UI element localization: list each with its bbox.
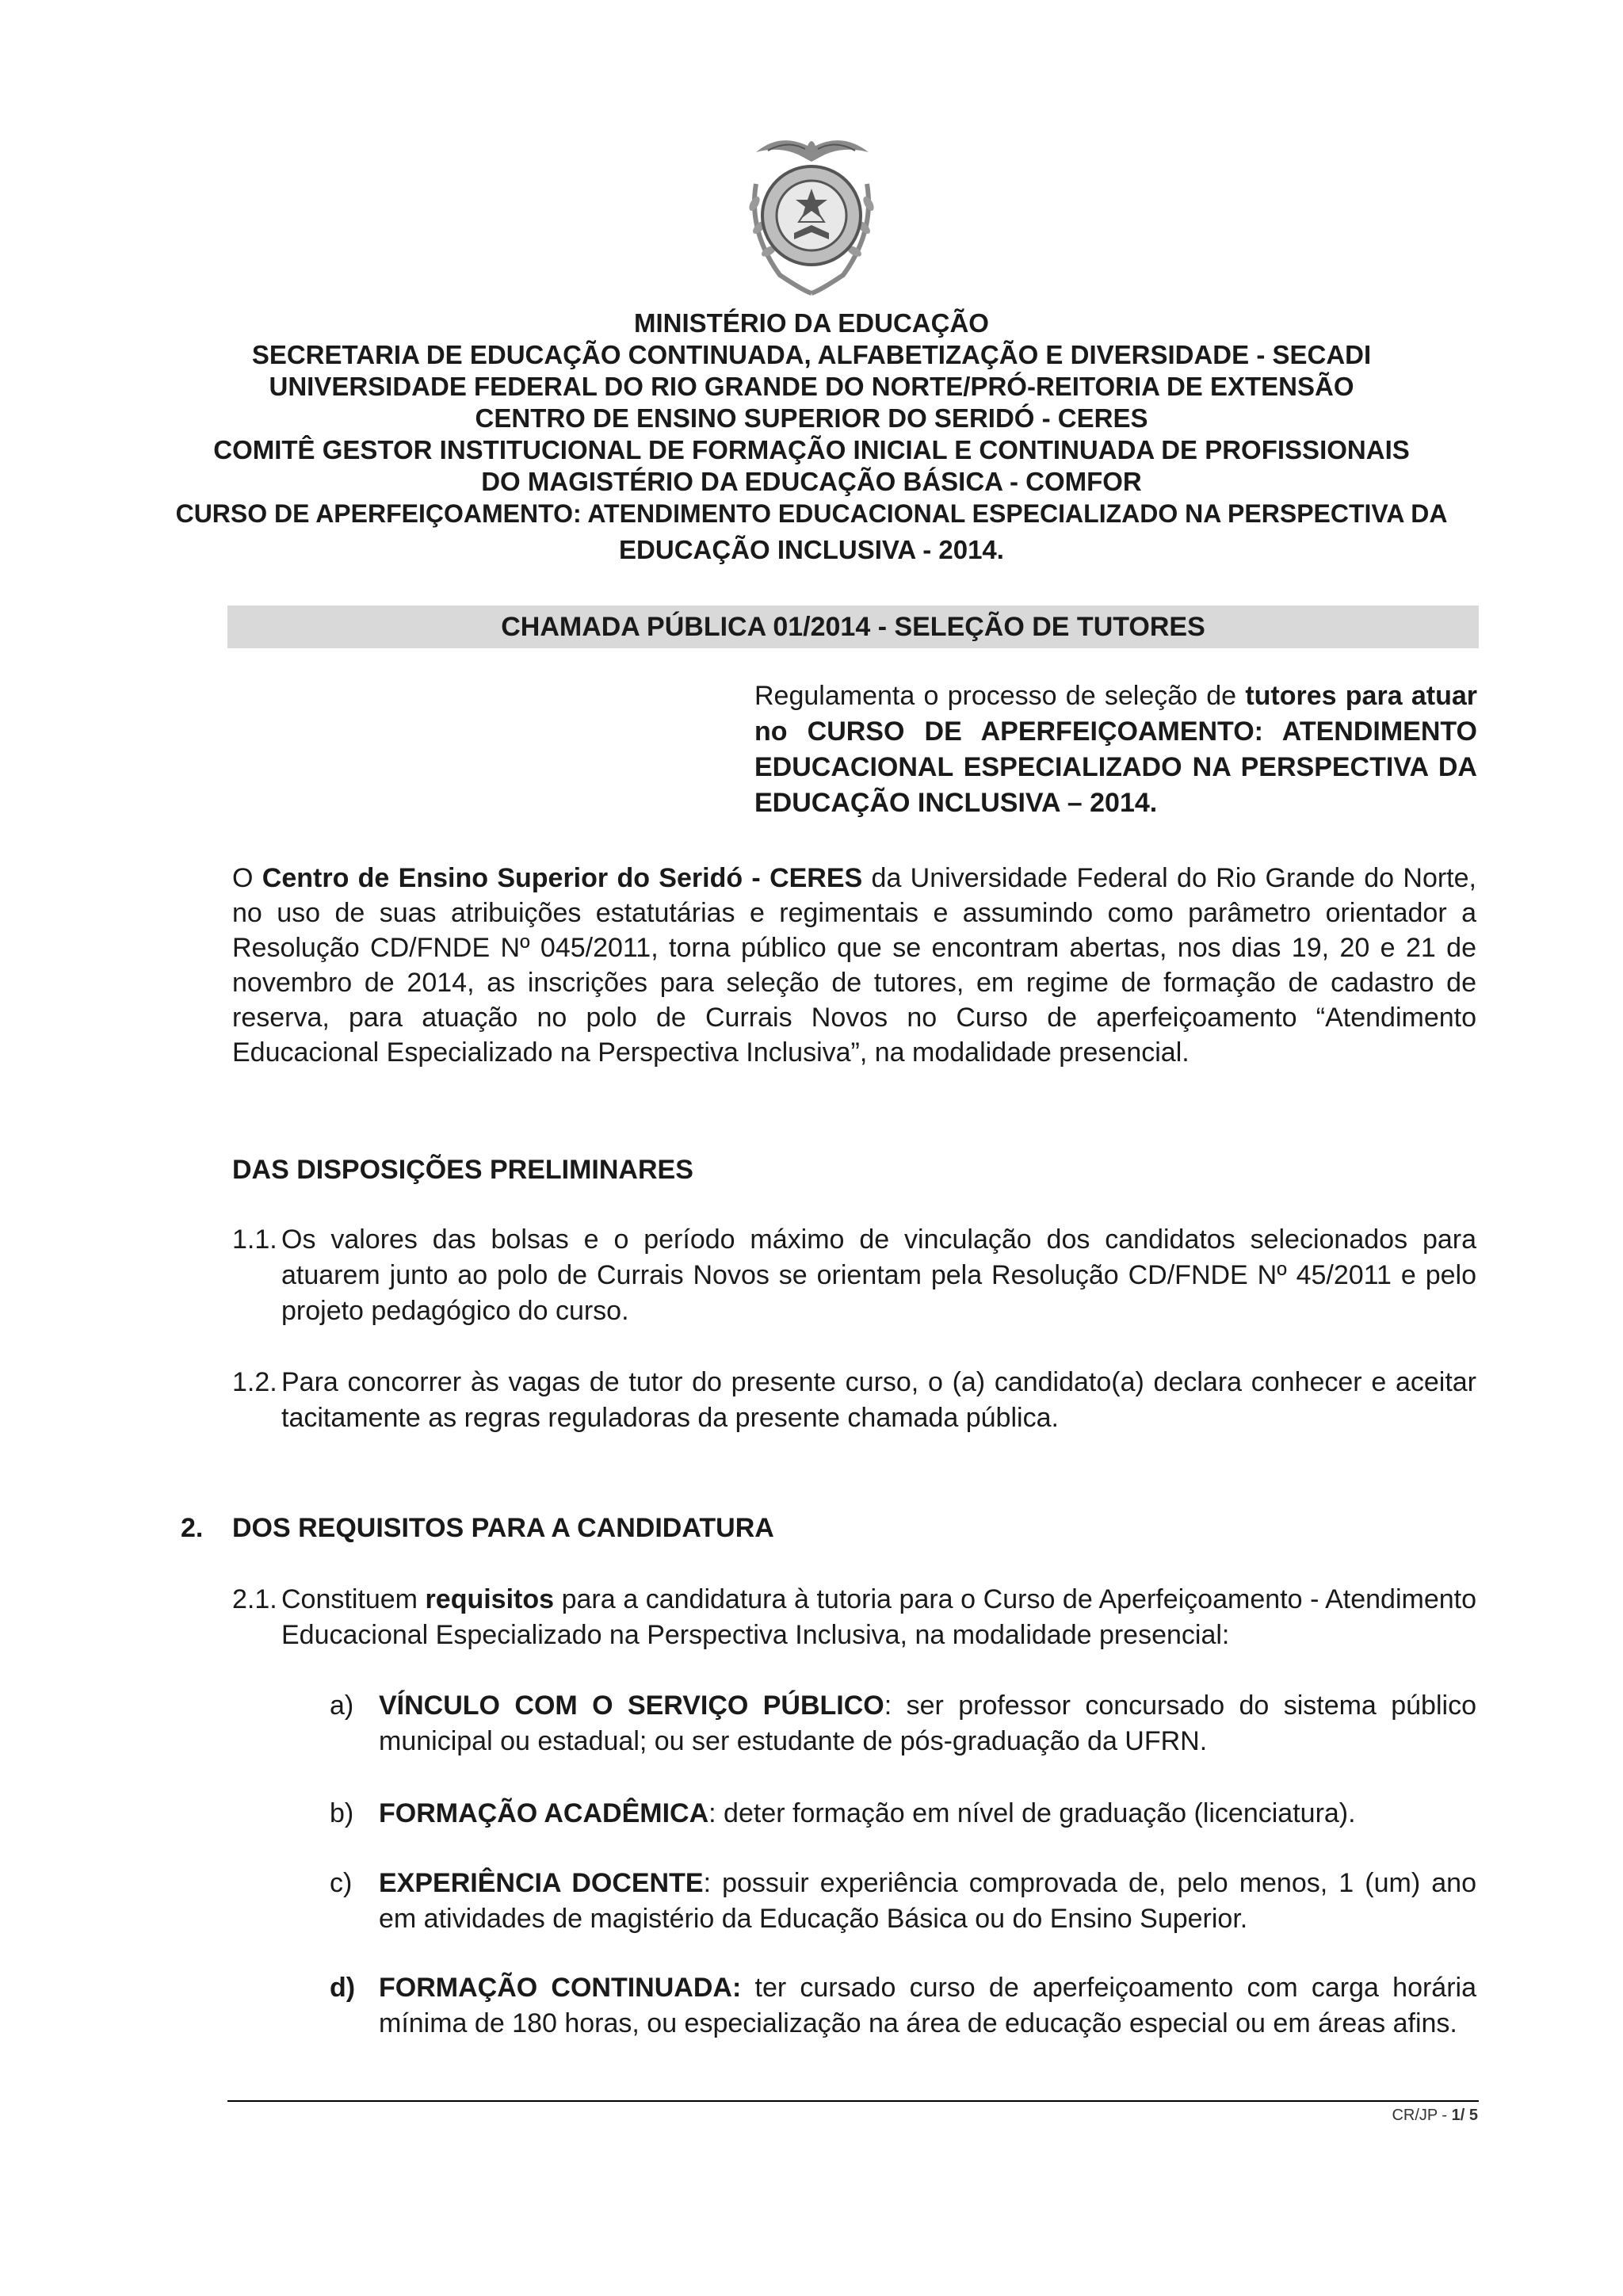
page-number: 1/ 5 — [1451, 2107, 1478, 2124]
intro-rest: da Universidade Federal do Rio Grande do Norte, no uso de suas atribuições estatutárias e regimentais e assumindo como parâmetro orientador a Resolução CD/FNDE Nº 045/2011, torna público que se encontram abertas, nos dias 19, 20 e 21 de novembro de 2014, as inscrições para seleção de tutores, em regime de formação de cadastro de reserva, para atuação no polo de Currais Novos no Curso de aperfeiçoamento “Atendimento Educacional Especializado na Perspectiva Inclusiva”, na modalidade presencial. — [232, 863, 1476, 1068]
header-line: MINISTÉRIO DA EDUCAÇÃO — [634, 308, 989, 338]
intro-bold: Centro de Ensino Superior do Seridó - CERES — [262, 863, 863, 893]
requirement-c — [330, 1866, 1476, 1937]
item-number: 1.1. — [232, 1224, 277, 1255]
item-text: Para concorrer às vagas de tutor do presente curso, o (a) candidato(a) declara conhecer e aceitar tacitamente as regras reguladoras da presente chamada pública. — [281, 1367, 1476, 1433]
item-1-2 — [232, 1365, 1476, 1436]
header-line: COMITÊ GESTOR INSTITUCIONAL DE FORMAÇÃO INICIAL E CONTINUADA DE PROFISSIONAIS — [213, 435, 1410, 464]
abstract-bold: tutores para atuar no CURSO DE APERFEIÇOAMENTO: ATENDIMENTO EDUCACIONAL ESPECIALIZADO NA PERSPECTIVA DA EDUCAÇÃO INCLUSIVA – 2014. — [754, 681, 1477, 818]
requirement-bold: FORMAÇÃO CONTINUADA: — [379, 1973, 742, 2003]
requirement-bold: FORMAÇÃO ACADÊMICA — [379, 1798, 709, 1828]
item-1-1 — [232, 1222, 1476, 1329]
requirement-text — [379, 1970, 1476, 2042]
requirement-rest: ter cursado curso de aperfeiçoamento com carga horária mínima de 180 horas, ou especialização na área de educação especial ou em áreas afins. — [379, 1973, 1476, 2038]
item-bold: requisitos — [425, 1584, 555, 1614]
header-line: UNIVERSIDADE FEDERAL DO RIO GRANDE DO NORTE/PRÓ-REITORIA DE EXTENSÃO — [269, 372, 1354, 401]
requirement-rest: : ser professor concursado do sistema público municipal ou estadual; ou ser estudante de pós-graduação da UFRN. — [379, 1690, 1476, 1756]
item-number: 2.1. — [232, 1584, 277, 1614]
requirement-d — [330, 1970, 1476, 2042]
requirement-rest: : deter formação em nível de graduação (licenciatura). — [708, 1798, 1356, 1828]
abstract-prefix: Regulamenta o processo de seleção de — [754, 681, 1246, 711]
requirement-label: a) — [330, 1690, 354, 1721]
requirement-text — [379, 1866, 1476, 1937]
section-2-number: 2. — [181, 1513, 204, 1543]
university-crest-logo — [732, 128, 891, 299]
footer-divider — [227, 2100, 1479, 2102]
requirement-rest: : possuir experiência comprovada de, pelo menos, 1 (um) ano em atividades de magistério da Educação Básica ou do Ensino Superior. — [379, 1868, 1476, 1934]
header-line: DO MAGISTÉRIO DA EDUCAÇÃO BÁSICA - COMFOR — [481, 467, 1142, 496]
item-2-1 — [232, 1582, 1476, 1653]
footer-ref: CR/JP - — [1392, 2107, 1452, 2124]
item-number: 1.2. — [232, 1367, 277, 1397]
item-rest: para a candidatura à tutoria para o Curso de Aperfeiçoamento - Atendimento Educacional Especializado na Perspectiva Inclusiva, na modalidade presencial: — [281, 1584, 1476, 1650]
item-text: Os valores das bolsas e o período máximo de vinculação dos candidatos selecionados para atuarem junto ao polo de Currais Novos se orientam pela Resolução CD/FNDE Nº 45/2011 e pelo projeto pedagógico do curso. — [281, 1224, 1476, 1326]
requirement-text — [379, 1796, 1476, 1832]
section-2-title: DOS REQUISITOS PARA A CANDIDATURA — [232, 1513, 774, 1543]
intro-lead: O — [232, 863, 262, 893]
item-text — [281, 1582, 1476, 1653]
requirement-b — [330, 1796, 1476, 1832]
abstract-block — [754, 678, 1477, 821]
header-line: EDUCAÇÃO INCLUSIVA - 2014. — [619, 535, 1004, 564]
requirement-text — [379, 1688, 1476, 1759]
requirement-a — [330, 1688, 1476, 1759]
requirement-label: d) — [330, 1973, 356, 2003]
requirement-bold: VÍNCULO COM O SERVIÇO PÚBLICO — [379, 1690, 884, 1721]
requirement-label: b) — [330, 1798, 354, 1828]
intro-paragraph — [232, 861, 1476, 1070]
requirement-label: c) — [330, 1868, 353, 1898]
call-title-banner: CHAMADA PÚBLICA 01/2014 - SELEÇÃO DE TUTORES — [227, 606, 1479, 648]
header-line: CENTRO DE ENSINO SUPERIOR DO SERIDÓ - CERES — [475, 403, 1148, 433]
item-lead: Constituem — [281, 1584, 426, 1614]
page-footer — [1392, 2107, 1478, 2125]
section-1-title: DAS DISPOSIÇÕES PRELIMINARES — [232, 1155, 693, 1185]
requirement-bold: EXPERIÊNCIA DOCENTE — [379, 1868, 704, 1898]
header-line: SECRETARIA DE EDUCAÇÃO CONTINUADA, ALFABETIZAÇÃO E DIVERSIDADE - SECADI — [251, 340, 1372, 369]
header-line: CURSO DE APERFEIÇOAMENTO: ATENDIMENTO EDUCACIONAL ESPECIALIZADO NA PERSPECTIVA DA — [175, 499, 1448, 528]
document-header — [127, 308, 1496, 566]
